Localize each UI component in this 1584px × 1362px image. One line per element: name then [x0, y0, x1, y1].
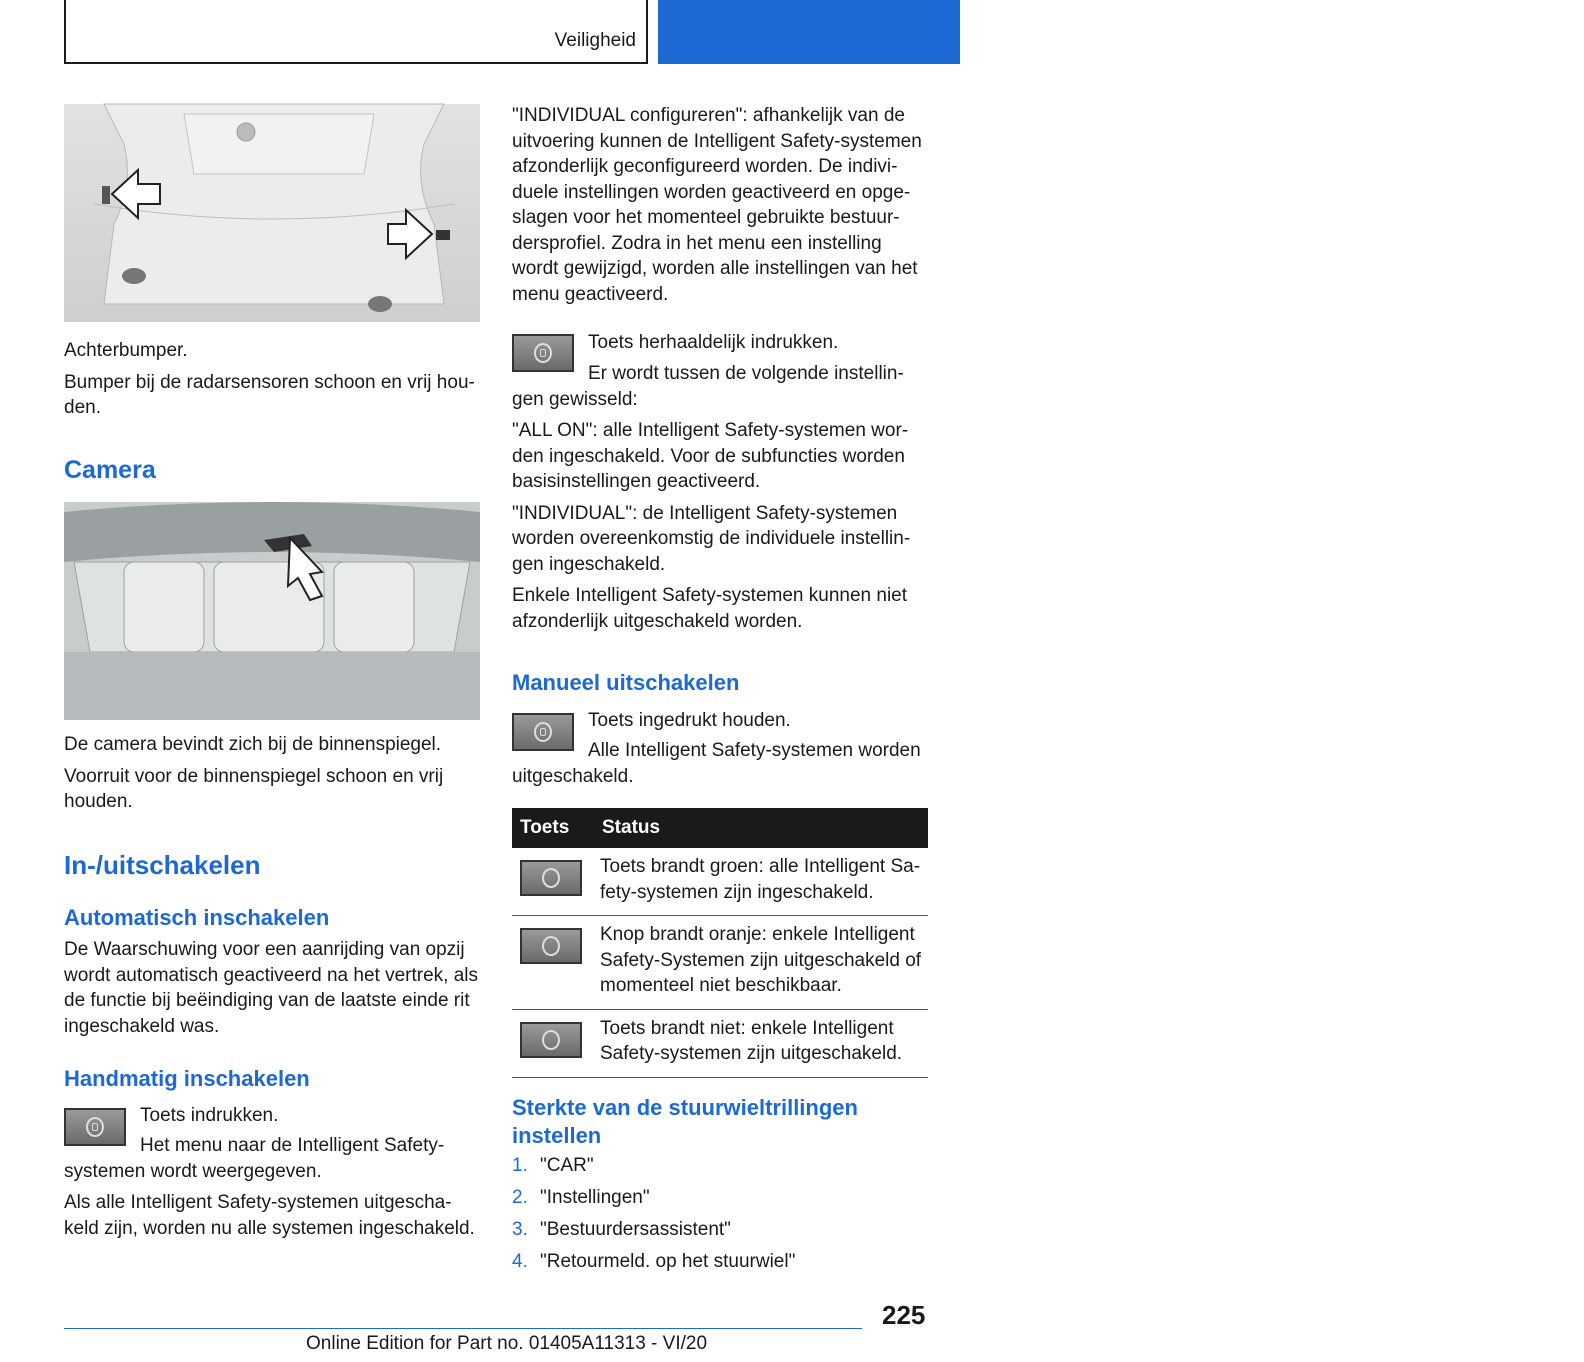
camera-caption: De camera bevindt zich bij de binnenspiegel.: [64, 734, 442, 755]
allon-text: "ALL ON": alle Intelligent Safety-systemen wor-den ingeschakeld. Voor de subfuncties worden basisinstellingen geactiveerd.: [512, 420, 909, 492]
list-item: 3. "Bestuurdersassistent": [512, 1219, 731, 1240]
list-item: 4. "Retourmeld. op het stuurwiel": [512, 1251, 796, 1272]
auto-text: De Waarschuwing voor een aanrijding van opzij wordt automatisch geactiveerd na het vertrek, als de functie bij beëindiging van de laatste einde rit ingeschakeld was.: [64, 939, 478, 1037]
bumper-text: Bumper bij de radarsensoren schoon en vrij hou-den.: [64, 371, 475, 418]
onoff-heading: In-/uitschakelen: [64, 850, 261, 880]
individual-text: "INDIVIDUAL": de Intelligent Safety-systemen worden overeenkomstig de individuele instellin-gen ingeschakeld.: [512, 502, 911, 575]
table-header-status: Status: [594, 808, 928, 848]
list-item: 2. "Instellingen": [512, 1187, 650, 1208]
table-row: [512, 848, 928, 916]
steps-list: [512, 1150, 932, 1278]
manual-text: Als alle Intelligent Safety-systemen uitgescha-keld zijn, worden nu alle systemen ingeschakeld.: [64, 1192, 475, 1239]
hold-step: Toets ingedrukt houden.: [588, 710, 791, 731]
table-header-toets: Toets: [512, 808, 594, 848]
safety-button-icon: [520, 860, 582, 896]
manual-step1: Toets indrukken.: [140, 1105, 279, 1126]
rear-bumper-illustration: [64, 104, 480, 322]
hold-text: Alle Intelligent Safety-systemen worden uitgeschakeld.: [512, 740, 921, 787]
auto-heading: Automatisch inschakelen: [64, 905, 330, 930]
chapter-tab[interactable]: [658, 0, 1584, 64]
page-number: 225: [882, 1300, 926, 1330]
manual-off-heading: Manueel uitschakelen: [512, 670, 740, 695]
some-text: Enkele Intelligent Safety-systemen kunnen niet afzonderlijk uitgeschakeld worden.: [512, 585, 908, 632]
config-text: "INDIVIDUAL configureren": afhankelijk van de uitvoering kunnen de Intelligent Safety-systemen afzonderlijk geconfigureerd worden. De indivi-duele instellingen worden geactiveerd en opge-slagen voor het momenteel gebruikte bestuur-dersprofiel. Zodra in het menu een instelling wordt gewijzigd, worden alle instellingen van het menu geactiveerd.: [512, 105, 922, 305]
edition-footer: Online Edition for Part no. 01405A11313 - VI/20: [306, 1333, 708, 1354]
camera-interior-illustration: [64, 502, 480, 720]
status-table: [512, 808, 928, 1078]
repeat-text: Er wordt tussen de volgende instellin-gen gewisseld:: [512, 363, 904, 410]
table-row: [512, 1009, 928, 1077]
strength-heading: Sterkte van de stuurwieltrillingen instellen: [512, 1095, 858, 1148]
manual-step2: Het menu naar de Intelligent Safety-systemen wordt weergegeven.: [64, 1135, 445, 1182]
camera-text: Voorruit voor de binnenspiegel schoon en vrij houden.: [64, 765, 444, 812]
safety-button-icon: [520, 928, 582, 964]
table-cell-status: Toets brandt groen: alle Intelligent Sa-fety-systemen zijn ingeschakeld.: [594, 848, 928, 916]
header-section-box: [64, 0, 648, 64]
manual-heading: Handmatig inschakelen: [64, 1066, 310, 1091]
section-title: Veiligheid: [554, 30, 636, 51]
table-row: [512, 916, 928, 1010]
list-item: 1. "CAR": [512, 1155, 594, 1176]
chapter-title: BEDIENING: [1476, 30, 1584, 51]
table-cell-status: Knop brandt oranje: enkele Intelligent Safety-Systemen zijn uitgeschakeld of momenteel niet beschikbaar.: [594, 916, 928, 1010]
camera-heading: Camera: [64, 456, 156, 484]
repeat-step: Toets herhaaldelijk indrukken.: [588, 332, 839, 353]
table-cell-status: Toets brandt niet: enkele Intelligent Safety-systemen zijn uitgeschakeld.: [594, 1009, 928, 1077]
bumper-caption: Achterbumper.: [64, 340, 188, 361]
safety-button-icon: [520, 1022, 582, 1058]
footer-divider: [64, 1328, 862, 1329]
